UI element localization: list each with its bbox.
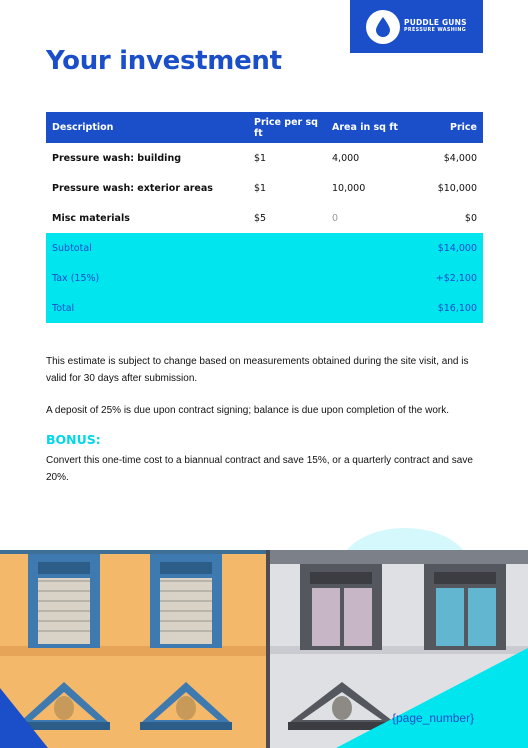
- company-logo: [350, 0, 483, 53]
- subtotal-label: Subtotal: [46, 233, 404, 263]
- bonus-title: BONUS:: [46, 432, 101, 447]
- table-header-row: [46, 112, 483, 143]
- subtotal-value: $14,000: [404, 233, 483, 263]
- header-price: Price: [404, 112, 483, 143]
- tax-row: [46, 263, 483, 293]
- row-price: $4,000: [443, 152, 477, 164]
- header-price-per-sqft: Price per sq ft: [248, 112, 326, 143]
- deposit-note: A deposit of 25% is due upon contract signing; balance is due upon completion of the work.: [46, 405, 450, 416]
- table-row: [46, 203, 483, 233]
- brand-name: PUDDLE GUNS: [404, 18, 467, 28]
- row-price-per-sqft: $1: [254, 182, 267, 194]
- total-value: $16,100: [404, 293, 483, 323]
- row-area: 10,000: [332, 182, 366, 194]
- table-row: [46, 143, 483, 173]
- total-label: Total: [46, 293, 404, 323]
- total-row: [46, 293, 483, 323]
- tax-label: Tax (15%): [46, 263, 404, 293]
- estimate-note: This estimate is subject to change based on measurements obtained during the site visit, and is valid for 30 days after submission.: [46, 356, 469, 384]
- row-description: Pressure wash: exterior areas: [52, 182, 213, 194]
- page-title: Your investment: [46, 46, 282, 76]
- row-area: 0: [332, 212, 339, 224]
- row-description: Misc materials: [52, 212, 130, 224]
- page-number: {page_number}: [392, 711, 475, 725]
- row-price-per-sqft: $5: [254, 212, 267, 224]
- subtotal-row: [46, 233, 483, 263]
- row-description: Pressure wash: building: [52, 152, 182, 164]
- row-price: $0: [464, 212, 477, 224]
- row-area: 4,000: [332, 152, 360, 164]
- table-row: [46, 173, 483, 203]
- brand-tagline: PRESSURE WASHING: [404, 27, 467, 33]
- header-description: Description: [46, 112, 248, 143]
- tax-value: +$2,100: [404, 263, 483, 293]
- row-price-per-sqft: $1: [254, 152, 267, 164]
- row-price: $10,000: [437, 182, 477, 194]
- bonus-text: Convert this one-time cost to a biannual contract and save 15%, or a quarterly contract and save 20%.: [46, 455, 473, 483]
- investment-table: [46, 112, 483, 323]
- header-area: Area in sq ft: [326, 112, 404, 143]
- water-drop-icon: [366, 10, 400, 44]
